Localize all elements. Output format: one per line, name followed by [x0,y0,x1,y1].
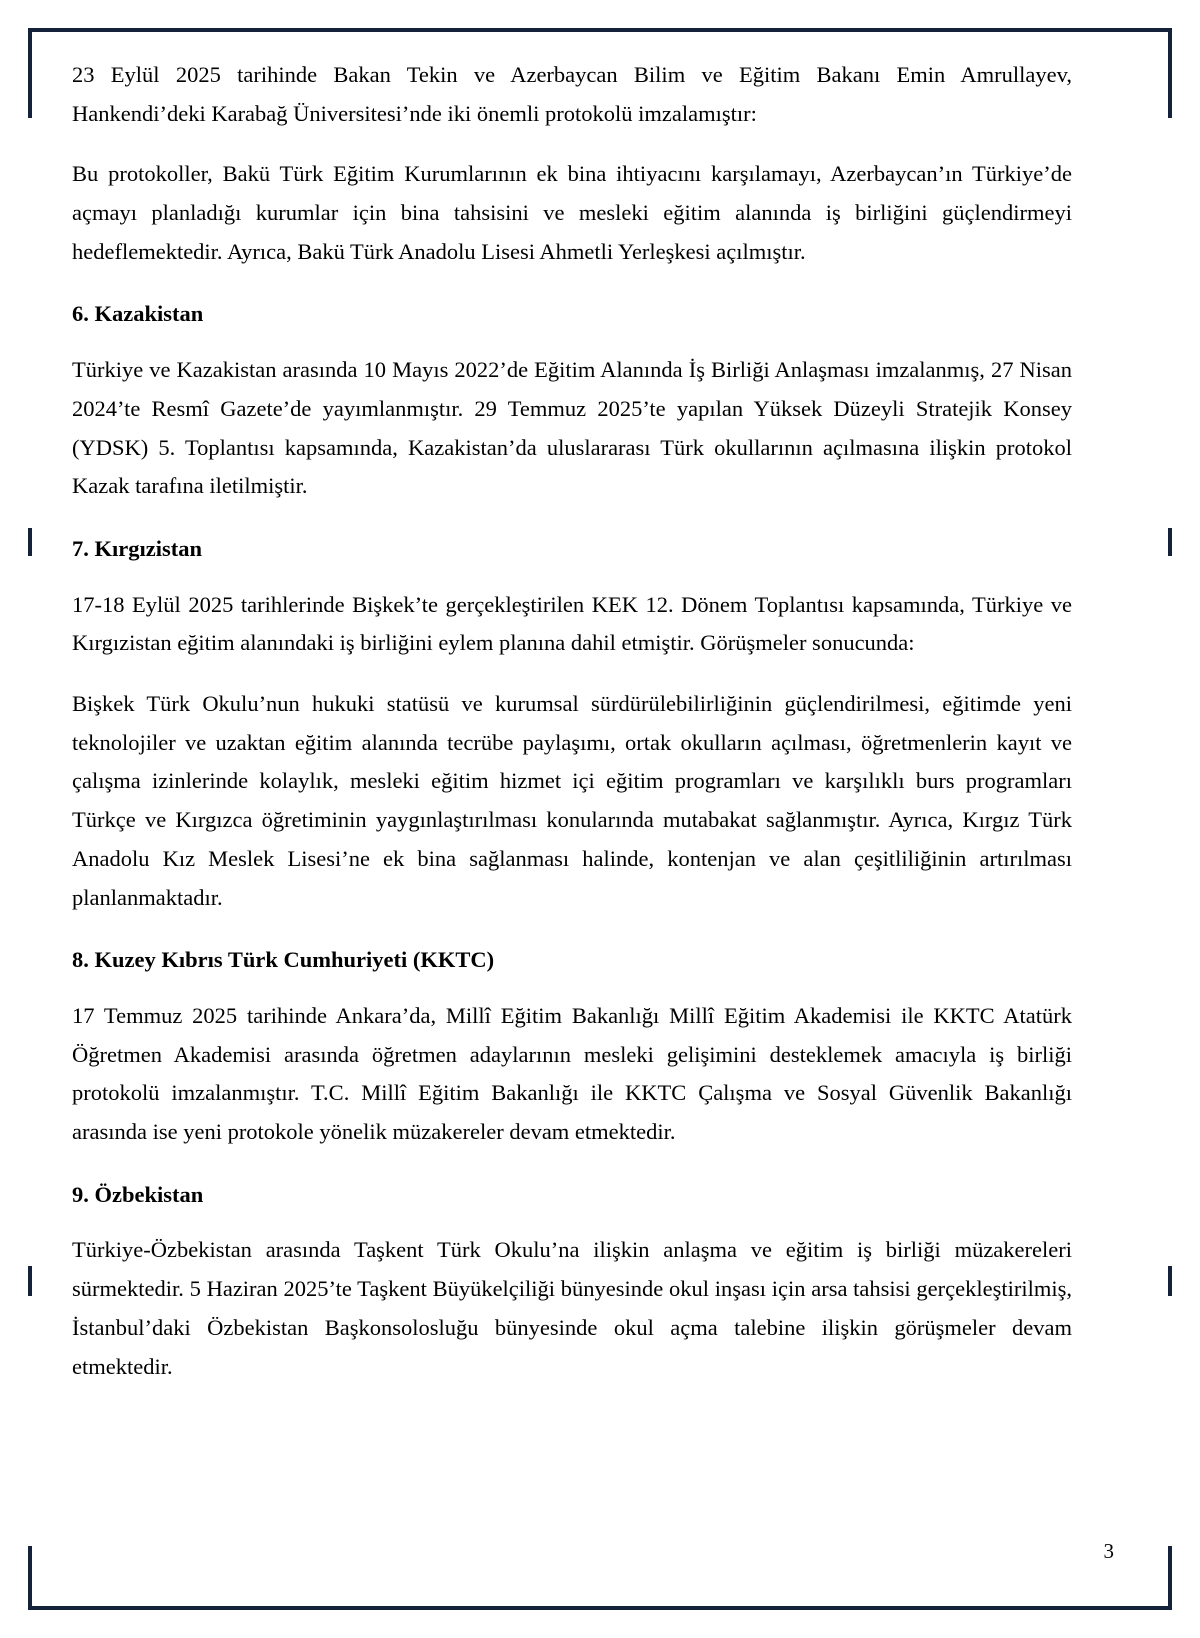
paragraph: 23 Eylül 2025 tarihinde Bakan Tekin ve Azerbaycan Bilim ve Eğitim Bakanı Emin Amrullayev, Hankendi’deki Karabağ Üniversitesi’nde iki önemli protokolü imzalamıştır: [72,62,1072,126]
section-heading-ozbekistan: 9. Özbekistan [72,1181,204,1207]
document-body [72,56,1072,1408]
paragraph: Bişkek Türk Okulu’nun hukuki statüsü ve kurumsal sürdürülebilirliğinin güçlendirilmesi, eğitimde yeni teknolojiler ve uzaktan eğitim alanında tecrübe paylaşımı, ortak okulların açılması, öğretmenlerin kayıt ve çalışma izinlerinde kolaylık, mesleki eğitim hizmet içi eğitim programları ve karşılıklı burs programları Türkçe ve Kırgızca öğretiminin yaygınlaştırılması konularında mutabakat sağlanmıştır. Ayrıca, Kırgız Türk Anadolu Kız Meslek Lisesi’ne ek bina sağlanması halinde, kontenjan ve alan çeşitliliğinin artırılması planlanmaktadır. [72,691,1072,910]
border-notch-right-3 [1164,1296,1178,1546]
border-notch-left-3 [22,1296,36,1546]
border-notch-left-2 [22,556,36,1266]
border-notch-right-2 [1164,556,1178,1266]
paragraph: Bu protokoller, Bakü Türk Eğitim Kurumlarının ek bina ihtiyacını karşılamayı, Azerbaycan’ın Türkiye’de açmayı planladığı kurumlar için bina tahsisini ve mesleki eğitim alanında iş birliğini güçlendirmeyi hedeflemektedir. Ayrıca, Bakü Türk Anadolu Lisesi Ahmetli Yerleşkesi açılmıştır. [72,161,1072,264]
section-heading-kktc: 8. Kuzey Kıbrıs Türk Cumhuriyeti (KKTC) [72,947,495,973]
border-notch-left-1 [22,118,36,528]
page-number: 3 [1103,1539,1114,1563]
border-notch-right-1 [1164,118,1178,528]
paragraph: Türkiye ve Kazakistan arasında 10 Mayıs 2022’de Eğitim Alanında İş Birliği Anlaşması imzalanmış, 27 Nisan 2024’te Resmî Gazete’de yayımlanmıştır. 29 Temmuz 2025’te yapılan Yüksek Düzeyli Stratejik Konsey (YDSK) 5. Toplantısı kapsamında, Kazakistan’da uluslararası Türk okullarının açılmasına ilişkin protokol Kazak tarafına iletilmiştir. [72,357,1072,499]
paragraph: 17 Temmuz 2025 tarihinde Ankara’da, Millî Eğitim Bakanlığı Millî Eğitim Akademisi ile KKTC Atatürk Öğretmen Akademisi arasında öğretmen adaylarının mesleki gelişimini desteklemek amacıyla iş birliği protokolü imzalanmıştır. T.C. Millî Eğitim Bakanlığı ile KKTC Çalışma ve Sosyal Güvenlik Bakanlığı arasında ise yeni protokole yönelik müzakereler devam etmektedir. [72,1002,1072,1144]
section-heading-kazakistan: 6. Kazakistan [72,301,204,327]
paragraph: 17-18 Eylül 2025 tarihlerinde Bişkek’te gerçekleştirilen KEK 12. Dönem Toplantısı kapsamında, Türkiye ve Kırgızistan eğitim alanındaki iş birliğini eylem planına dahil etmiştir. Görüşmeler sonucunda: [72,591,1072,656]
section-heading-kirgizistan: 7. Kırgızistan [72,535,202,561]
paragraph: Türkiye-Özbekistan arasında Taşkent Türk Okulu’na ilişkin anlaşma ve eğitim iş birliği müzakereleri sürmektedir. 5 Haziran 2025’te Taşkent Büyükelçiliği bünyesinde okul inşası için arsa tahsisi gerçekleştirilmiş, İstanbul’daki Özbekistan Başkonsolosluğu bünyesinde okul açma talebine ilişkin görüşmeler devam etmektedir. [72,1237,1072,1379]
